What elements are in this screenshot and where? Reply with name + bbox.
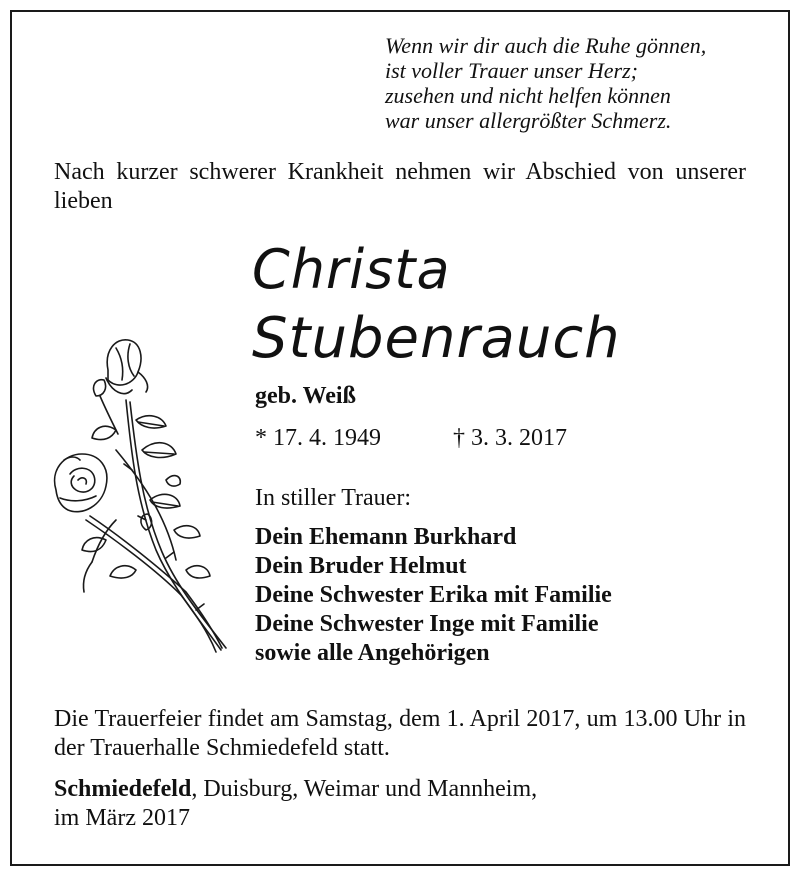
notice-date: im März 2017: [54, 805, 190, 831]
poem-line: Wenn wir dir auch die Ruhe gönnen,: [385, 33, 707, 58]
mourner-item: Dein Bruder Helmut: [255, 553, 467, 579]
places-and-date: [54, 775, 537, 833]
poem: [385, 33, 775, 133]
birth-date: * 17. 4. 1949: [255, 425, 381, 451]
mourner-item: Deine Schwester Inge mit Familie: [255, 611, 599, 637]
rose-icon: [46, 330, 236, 670]
mourner-list: [255, 523, 612, 668]
poem-line: war unser allergrößter Schmerz.: [385, 108, 672, 133]
intro-text: Nach kurzer schwerer Krankheit nehmen wir Abschied von unserer lieben: [54, 159, 746, 214]
places-line: [54, 775, 537, 804]
mourner-item: sowie alle Angehörigen: [255, 640, 490, 666]
death-date: † 3. 3. 2017: [453, 425, 567, 451]
mourner-item: Dein Ehemann Burkhard: [255, 524, 517, 550]
last-name: Stubenrauch: [252, 306, 621, 371]
main-place: Schmiedefeld: [54, 776, 192, 802]
life-dates: [255, 425, 567, 452]
mourning-label: In stiller Trauer:: [255, 485, 411, 511]
ceremony-text: Die Trauerfeier findet am Samstag, dem 1. April 2017, um 13.00 Uhr in der Trauerhalle Schmiedefeld statt.: [54, 706, 746, 761]
poem-line: ist voller Trauer unser Herz;: [385, 58, 638, 83]
poem-line: zusehen und nicht helfen können: [385, 83, 671, 108]
mourner-item: Deine Schwester Erika mit Familie: [255, 582, 612, 608]
first-name: Christa: [252, 238, 451, 301]
maiden-name: geb. Weiß: [255, 383, 356, 409]
other-places: , Duisburg, Weimar und Mannheim,: [191, 776, 538, 802]
